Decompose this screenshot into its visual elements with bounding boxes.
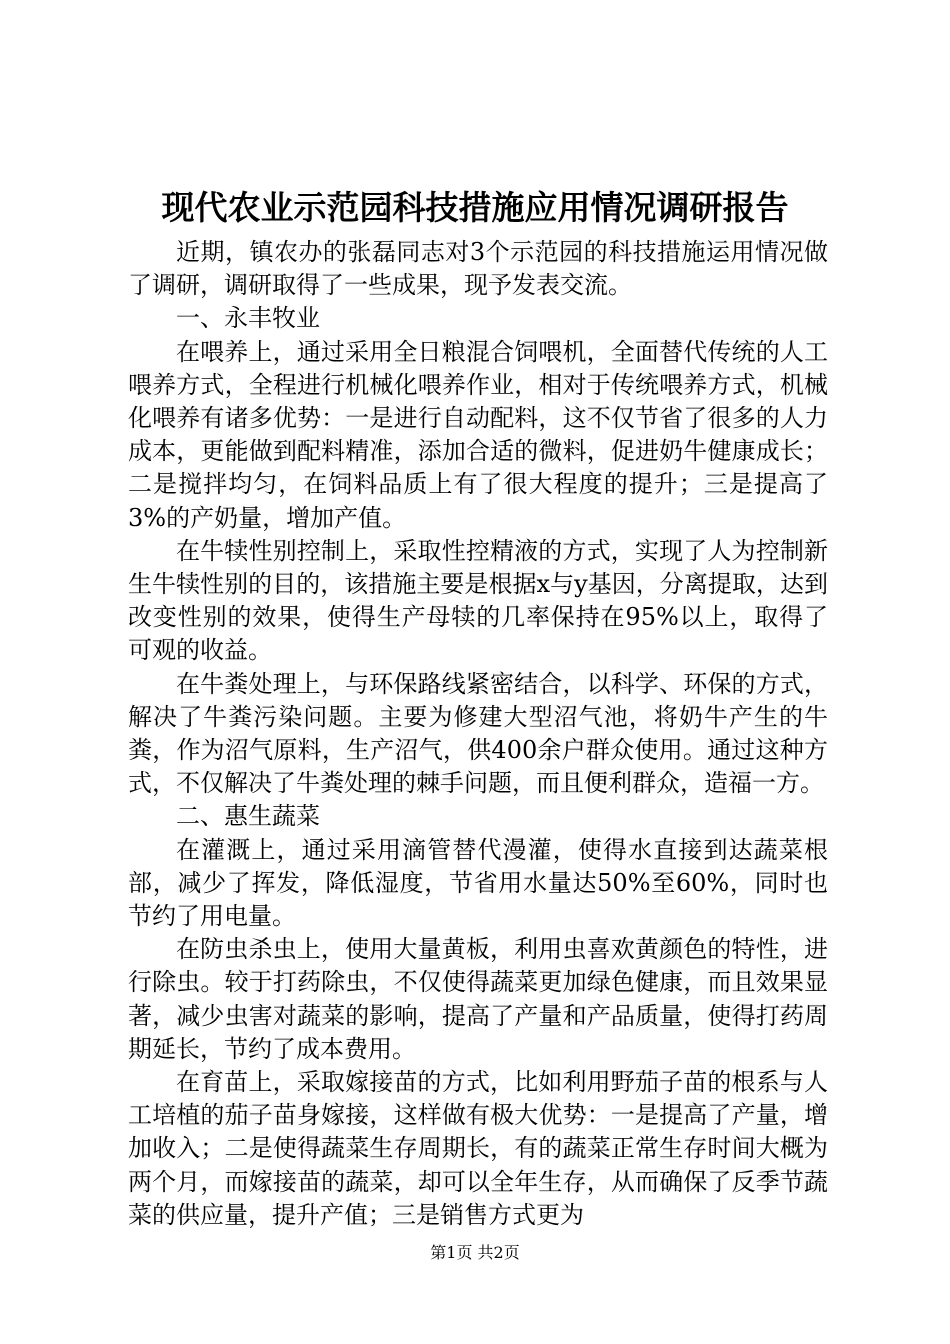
section-heading-1: 一、永丰牧业 bbox=[176, 304, 320, 333]
page-footer: 第1页 共2页 bbox=[430, 1243, 520, 1262]
paragraph: 在牛犊性别控制上，采取性控精液的方式，实现了人为控制新生牛犊性别的目的，该措施主要是根据x与y基因，分离提取，达到改变性别的效果，使得生产母犊的几率保持在95%以上，取得了可观的收益。 bbox=[128, 536, 828, 665]
document-body bbox=[128, 236, 828, 1232]
paragraph: 在牛粪处理上，与环保路线紧密结合，以科学、环保的方式，解决了牛粪污染问题。主要为修建大型沼气池，将奶牛产生的牛粪，作为沼气原料，生产沼气，供400余户群众使用。通过这种方式，不仅解决了牛粪处理的棘手问题，而且便利群众，造福一方。 bbox=[128, 669, 828, 798]
intro-paragraph: 近期，镇农办的张磊同志对3个示范园的科技措施运用情况做了调研，调研取得了一些成果，现予发表交流。 bbox=[128, 238, 828, 300]
paragraph: 在防虫杀虫上，使用大量黄板，利用虫喜欢黄颜色的特性，进行除虫。较于打药除虫，不仅使得蔬菜更加绿色健康，而且效果显著，减少虫害对蔬菜的影响，提高了产量和产品质量，使得打药周期延长，节约了成本费用。 bbox=[128, 935, 828, 1063]
section-heading-2: 二、惠生蔬菜 bbox=[176, 802, 320, 831]
paragraph: 在灌溉上，通过采用滴管替代漫灌，使得水直接到达蔬菜根部，减少了挥发，降低湿度，节省用水量达50%至60%，同时也节约了用电量。 bbox=[128, 835, 828, 931]
paragraph: 在喂养上，通过采用全日粮混合饲喂机，全面替代传统的人工喂养方式，全程进行机械化喂养作业，相对于传统喂养方式，机械化喂养有诸多优势：一是进行自动配料，这不仅节省了很多的人力成本，更能做到配料精准，添加合适的微料，促进奶牛健康成长；二是搅拌均匀，在饲料品质上有了很大程度的提升；三是提高了3%的产奶量，增加产值。 bbox=[128, 337, 828, 532]
document-title: 现代农业示范园科技措施应用情况调研报告 bbox=[161, 188, 789, 227]
paragraph: 在育苗上，采取嫁接苗的方式，比如利用野茄子苗的根系与人工培植的茄子苗身嫁接，这样做有极大优势：一是提高了产量，增加收入；二是使得蔬菜生存周期长，有的蔬菜正常生存时间大概为两个月，而嫁接苗的蔬菜，却可以全年生存，从而确保了反季节蔬菜的供应量，提升产值；三是销售方式更为 bbox=[128, 1068, 828, 1229]
